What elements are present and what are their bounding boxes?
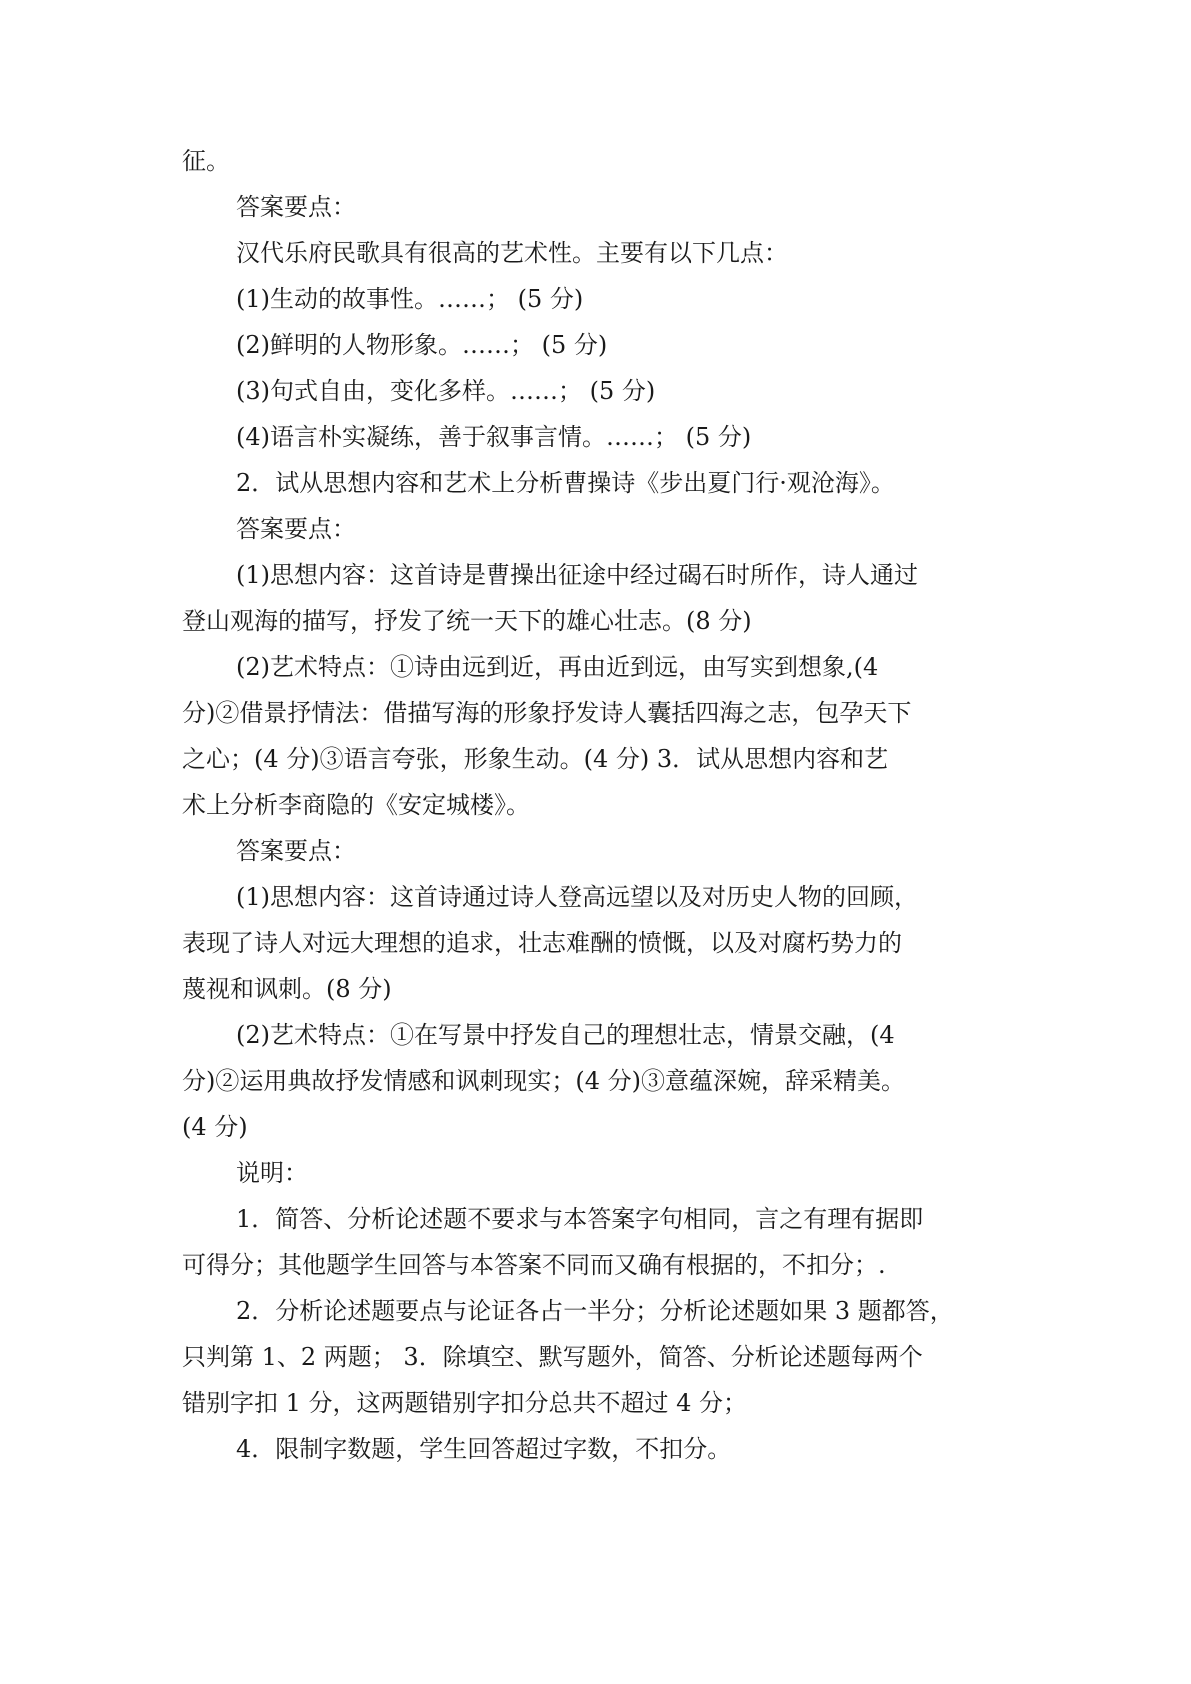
text-line-2: 答案要点： bbox=[236, 193, 356, 221]
text-line-10: (1)思想内容：这首诗是曹操出征途中经过碣石时所作，诗人通过 bbox=[236, 561, 918, 589]
text-line-27: 只判第 1、2 两题； 3．除填空、默写题外，简答、分析论述题每两个 bbox=[182, 1343, 923, 1371]
text-line-1: 征。 bbox=[182, 147, 230, 175]
text-line-26: 2．分析论述题要点与论证各占一半分；分析论述题如果 3 题都答， bbox=[236, 1297, 954, 1325]
text-line-24: 1．简答、分析论述题不要求与本答案字句相同，言之有理有据即 bbox=[236, 1205, 924, 1233]
text-line-17: (1)思想内容：这首诗通过诗人登高远望以及对历史人物的回顾， bbox=[236, 883, 918, 911]
text-line-9: 答案要点： bbox=[236, 515, 356, 543]
text-line-19: 蔑视和讽刺。(8 分) bbox=[182, 975, 392, 1003]
text-line-11: 登山观海的描写，抒发了统一天下的雄心壮志。(8 分) bbox=[182, 607, 752, 635]
text-line-25: 可得分；其他题学生回答与本答案不同而又确有根据的，不扣分；. bbox=[182, 1251, 886, 1279]
document-body bbox=[182, 138, 1022, 1472]
text-line-6: (3)句式自由，变化多样。……； (5 分) bbox=[236, 377, 656, 405]
text-line-28: 错别字扣 1 分，这两题错别字扣分总共不超过 4 分； bbox=[182, 1389, 748, 1417]
text-line-23: 说明： bbox=[236, 1159, 308, 1187]
text-line-5: (2)鲜明的人物形象。……； (5 分) bbox=[236, 331, 608, 359]
text-line-8: 2．试从思想内容和艺术上分析曹操诗《步出夏门行·观沧海》。 bbox=[236, 469, 895, 497]
text-line-29: 4．限制字数题，学生回答超过字数，不扣分。 bbox=[236, 1435, 732, 1463]
text-line-13: 分)②借景抒情法：借描写海的形象抒发诗人囊括四海之志，包孕天下 bbox=[182, 699, 912, 727]
text-line-3: 汉代乐府民歌具有很高的艺术性。主要有以下几点： bbox=[236, 239, 788, 267]
text-line-7: (4)语言朴实凝练，善于叙事言情。……； (5 分) bbox=[236, 423, 752, 451]
text-line-16: 答案要点： bbox=[236, 837, 356, 865]
text-line-15: 术上分析李商隐的《安定城楼》。 bbox=[182, 791, 530, 819]
text-line-20: (2)艺术特点：①在写景中抒发自己的理想壮志，情景交融，(4 bbox=[236, 1021, 895, 1049]
text-line-22: (4 分) bbox=[182, 1113, 248, 1141]
text-line-18: 表现了诗人对远大理想的追求，壮志难酬的愤慨，以及对腐朽势力的 bbox=[182, 929, 902, 957]
text-line-21: 分)②运用典故抒发情感和讽刺现实；(4 分)③意蕴深婉，辞采精美。 bbox=[182, 1067, 905, 1095]
text-line-14: 之心；(4 分)③语言夸张，形象生动。(4 分) 3．试从思想内容和艺 bbox=[182, 745, 889, 773]
text-line-4: (1)生动的故事性。……； (5 分) bbox=[236, 285, 584, 313]
text-line-12: (2)艺术特点：①诗由远到近，再由近到远，由写实到想象,(4 bbox=[236, 653, 879, 681]
